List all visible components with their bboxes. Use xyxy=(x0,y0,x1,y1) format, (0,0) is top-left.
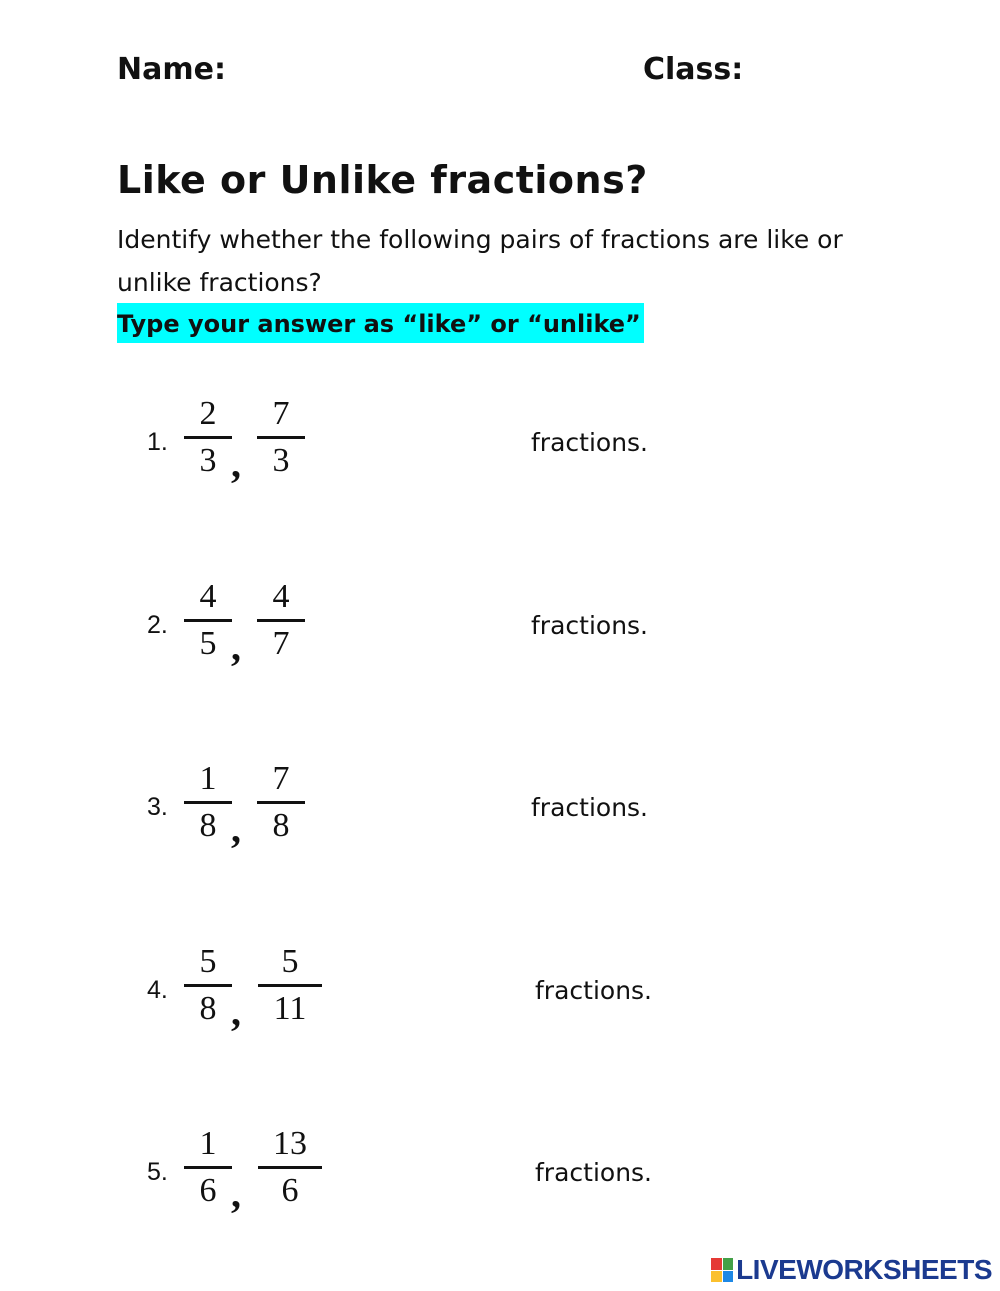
numerator: 4 xyxy=(272,578,290,615)
fraction-a xyxy=(184,759,232,846)
comma: , xyxy=(231,624,241,669)
name-label: Name: xyxy=(117,52,226,87)
fraction-bar xyxy=(184,436,232,439)
fractions-suffix: fractions. xyxy=(535,1158,653,1187)
denominator: 3 xyxy=(199,442,217,479)
numerator: 4 xyxy=(199,578,217,615)
liveworksheets-logo xyxy=(711,1254,992,1286)
liveworksheets-logo-icon xyxy=(711,1258,733,1282)
fraction-b xyxy=(257,577,305,664)
denominator: 3 xyxy=(272,442,290,479)
numerator: 5 xyxy=(199,943,217,980)
denominator: 8 xyxy=(272,807,290,844)
logo-text: LIVEWORKSHEETS xyxy=(736,1254,992,1285)
fraction-bar xyxy=(184,619,232,622)
fraction-a xyxy=(184,394,232,481)
fraction-a xyxy=(184,942,232,1029)
fraction-b xyxy=(257,759,305,846)
comma: , xyxy=(231,1171,241,1216)
class-label: Class: xyxy=(643,52,744,87)
fractions-suffix: fractions. xyxy=(531,793,649,822)
fractions-suffix: fractions. xyxy=(535,976,653,1005)
answer-format-hint: Type your answer as “like” or “unlike” xyxy=(117,303,644,343)
numerator: 1 xyxy=(199,1125,217,1162)
instructions: Identify whether the following pairs of fractions are like or unlike fractions? xyxy=(117,225,843,297)
question-number: 1. xyxy=(147,428,168,456)
denominator: 8 xyxy=(199,807,217,844)
fractions-suffix: fractions. xyxy=(531,611,649,640)
fraction-bar xyxy=(257,801,305,804)
numerator: 7 xyxy=(272,760,290,797)
fraction-bar xyxy=(257,619,305,622)
fraction-a xyxy=(184,577,232,664)
fraction-b xyxy=(258,1124,322,1211)
fraction-bar xyxy=(258,984,322,987)
fraction-bar xyxy=(257,436,305,439)
denominator: 6 xyxy=(199,1172,217,1209)
denominator: 8 xyxy=(199,990,217,1027)
fraction-a xyxy=(184,1124,232,1211)
comma: , xyxy=(231,989,241,1034)
worksheet-title: Like or Unlike fractions? xyxy=(117,158,648,202)
fraction-bar xyxy=(184,801,232,804)
numerator: 13 xyxy=(273,1125,307,1162)
numerator: 1 xyxy=(199,760,217,797)
question-number: 3. xyxy=(147,793,168,821)
fraction-bar xyxy=(258,1166,322,1169)
denominator: 5 xyxy=(199,625,217,662)
question-number: 4. xyxy=(147,976,168,1004)
fraction-bar xyxy=(184,984,232,987)
numerator: 5 xyxy=(281,943,299,980)
fraction-b xyxy=(257,394,305,481)
comma: , xyxy=(231,806,241,851)
denominator: 6 xyxy=(281,1172,299,1209)
denominator: 11 xyxy=(273,990,307,1027)
fractions-suffix: fractions. xyxy=(531,428,649,457)
denominator: 7 xyxy=(272,625,290,662)
fraction-bar xyxy=(184,1166,232,1169)
numerator: 2 xyxy=(199,395,217,432)
numerator: 7 xyxy=(272,395,290,432)
question-number: 5. xyxy=(147,1158,168,1186)
question-number: 2. xyxy=(147,611,168,639)
fraction-b xyxy=(258,942,322,1029)
comma: , xyxy=(231,441,241,486)
